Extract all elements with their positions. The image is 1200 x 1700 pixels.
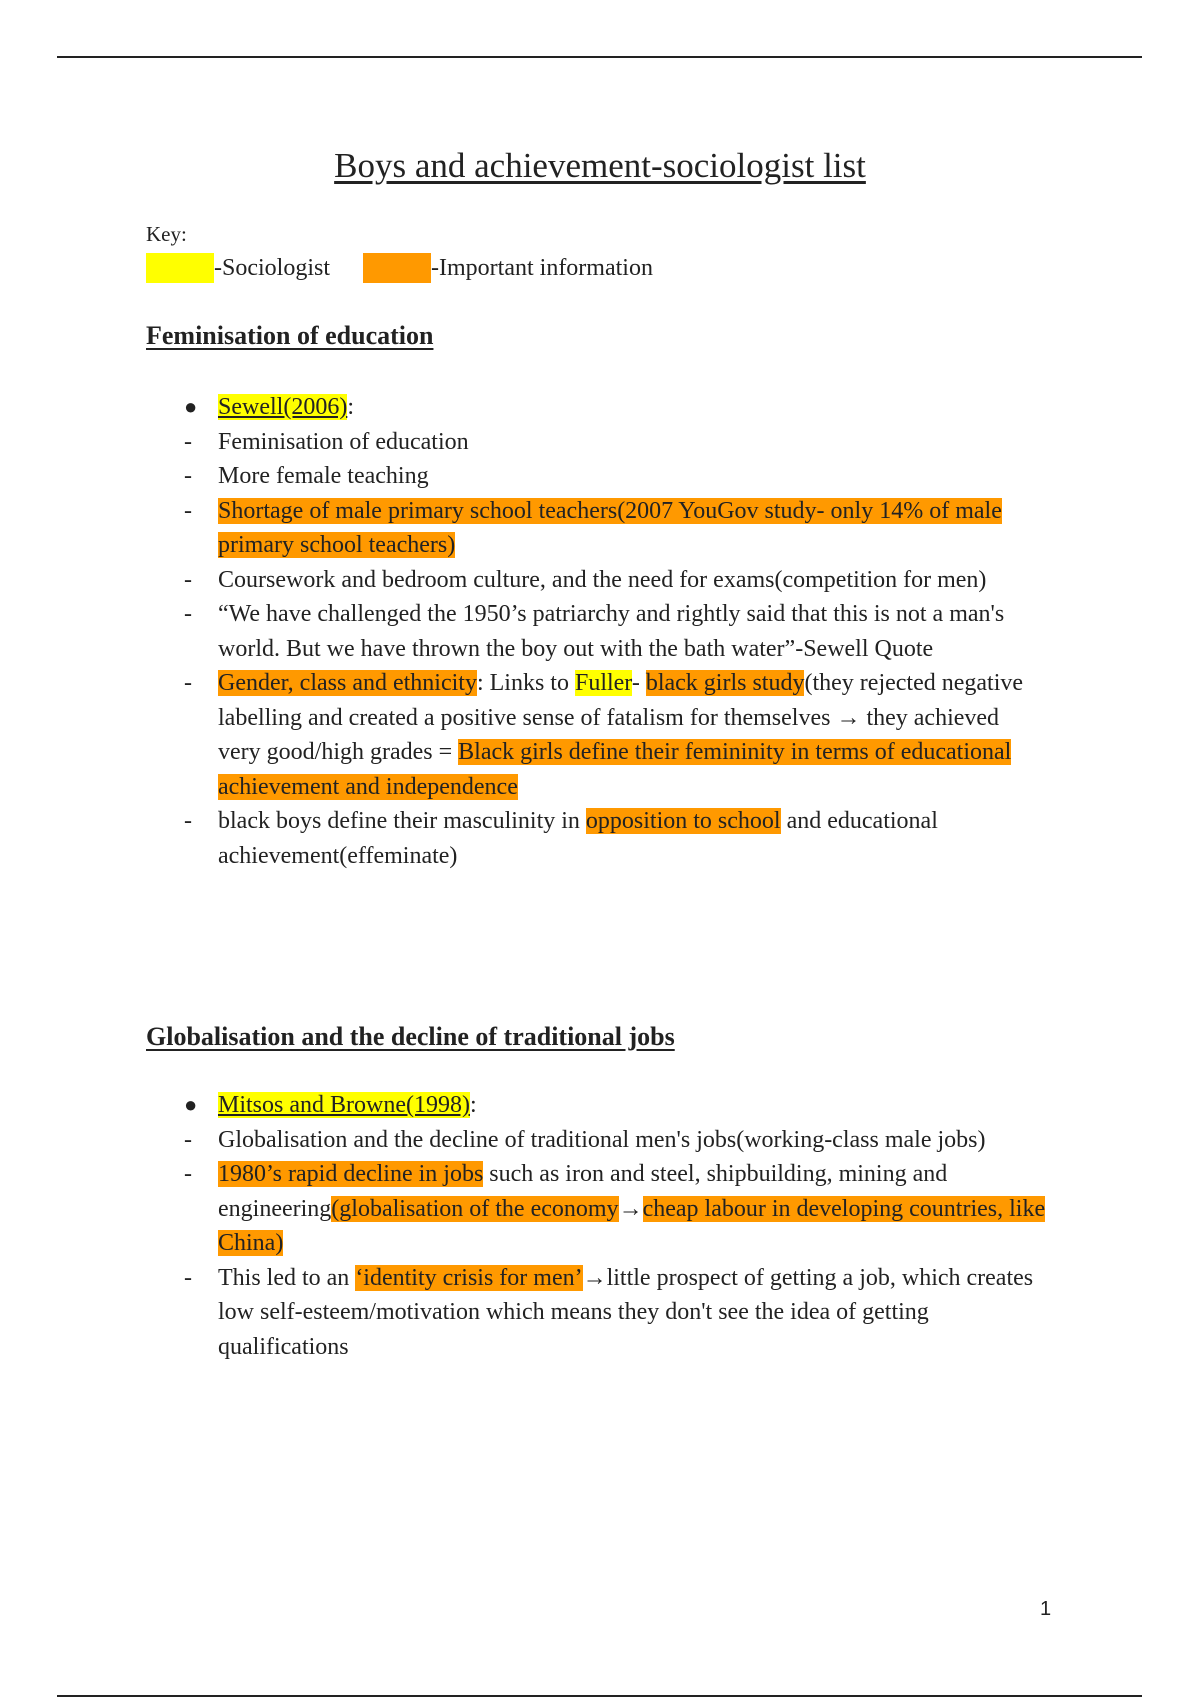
important-highlight: black girls study	[645, 670, 805, 696]
dash-icon: -	[184, 1161, 192, 1187]
section-heading-feminisation: Feminisation of education	[146, 321, 434, 350]
key-label: Key:	[146, 222, 187, 246]
list-item	[146, 494, 1046, 563]
dash-icon: -	[184, 497, 192, 524]
sociologist-name: Sewell(2006)	[218, 394, 348, 420]
important-highlight: cheap labour in developing countries, like China)	[218, 1195, 1046, 1256]
dash-icon: -	[184, 1264, 192, 1291]
important-highlight: Shortage of male primary school teachers(2007 YouGov study- only 14% of male primary school teachers)	[218, 497, 1002, 558]
list-item: - Feminisation of education	[146, 425, 1046, 460]
page-title: Boys and achievement-sociologist list	[334, 146, 866, 185]
globalisation-list	[146, 1088, 1046, 1364]
bottom-rule	[57, 1695, 1142, 1697]
list-item: - black boys define their masculinity in opposition to school and educational achievement(effeminate)	[146, 804, 1046, 873]
dash-icon: -	[184, 670, 192, 696]
sociologist-swatch	[146, 253, 214, 283]
top-rule	[57, 56, 1142, 58]
list-item: - Globalisation and the decline of traditional men's jobs(working-class male jobs)	[146, 1123, 1046, 1158]
list-item: ● Sewell(2006):	[146, 390, 1046, 425]
dash-icon: -	[184, 566, 192, 593]
list-item: - This led to an ‘identity crisis for men’→little prospect of getting a job, which creates low self-esteem/motivation which means they don't see the idea of getting qualifications	[146, 1261, 1046, 1365]
sociologist-key-label: -Sociologist	[214, 254, 331, 281]
important-highlight: (globalisation of the economy	[331, 1195, 619, 1222]
list-item: ● Mitsos and Browne(1998):	[146, 1088, 1046, 1123]
important-highlight: opposition to school	[585, 808, 781, 834]
dash-icon: -	[184, 463, 192, 489]
section-heading-globalisation: Globalisation and the decline of traditional jobs	[146, 1022, 675, 1051]
dash-icon: -	[184, 1126, 192, 1153]
list-item: - More female teaching	[146, 459, 1046, 494]
important-swatch	[363, 253, 431, 283]
feminisation-list	[146, 390, 1046, 873]
list-item: - Gender, class and ethnicity: Links to Fuller- black girls study(they rejected negative labelling and created a positive sense of fatalism for themselves → they achieved very good/high grades = Black girls define their femininity in terms of educational achievement and independence	[146, 666, 1046, 804]
bullet-icon: ●	[184, 1092, 198, 1117]
key-legend	[146, 252, 653, 284]
important-highlight: ‘identity crisis for men’	[355, 1264, 583, 1291]
sociologist-name: Fuller	[574, 670, 632, 696]
list-item: - “We have challenged the 1950’s patriarchy and rightly said that this is not a man's world. But we have thrown the boy out with the bath water”-Sewell Quote	[146, 597, 1046, 666]
dash-icon: -	[184, 808, 192, 834]
important-key-label: -Important information	[431, 254, 653, 281]
sociologist-name: Mitsos and Browne(1998)	[218, 1092, 470, 1118]
bullet-icon: ●	[184, 394, 198, 419]
list-item: - Coursework and bedroom culture, and the need for exams(competition for men)	[146, 563, 1046, 598]
page-number: 1	[1040, 1598, 1052, 1620]
list-item: - 1980’s rapid decline in jobs such as iron and steel, shipbuilding, mining and engineering(globalisation of the economy→cheap labour in developing countries, like China)	[146, 1157, 1046, 1261]
important-highlight: 1980’s rapid decline in jobs	[218, 1161, 484, 1187]
important-highlight: Black girls define their femininity in terms of educational achievement and independence	[218, 739, 1012, 800]
important-highlight: Gender, class and ethnicity	[218, 670, 477, 696]
dash-icon: -	[184, 601, 192, 627]
dash-icon: -	[184, 428, 192, 455]
